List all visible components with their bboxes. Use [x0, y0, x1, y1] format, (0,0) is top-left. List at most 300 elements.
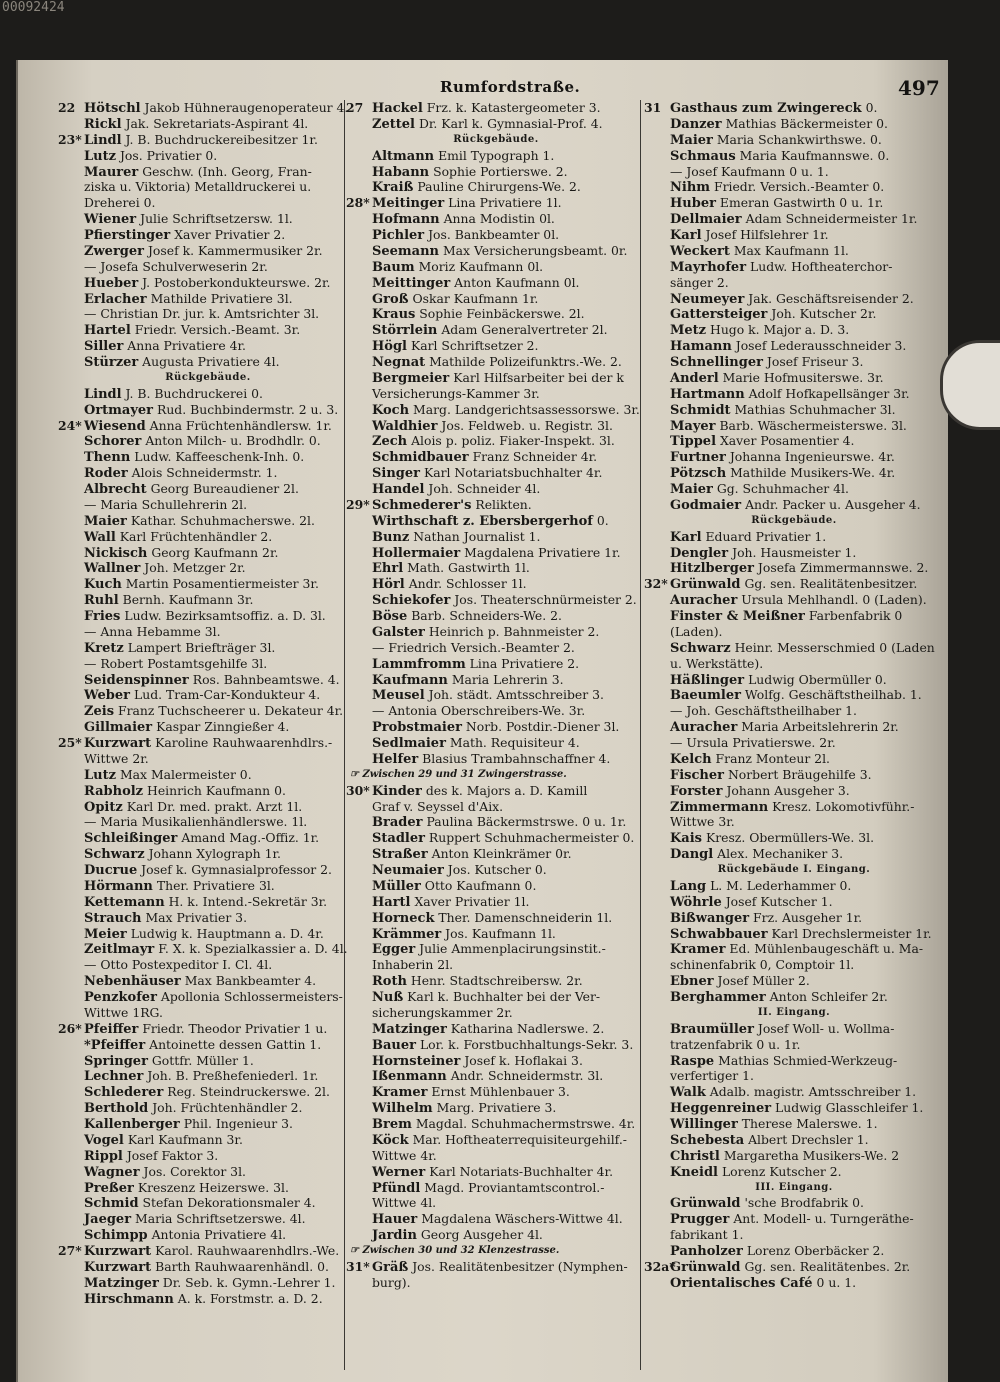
resident-details: Heinrich Kaufmann 0. [147, 782, 286, 798]
resident-details: Paulina Bäckermstrswe. 0 u. 1r. [426, 814, 627, 830]
resident-details: Lor. k. Forstbuchhaltungs-Sekr. 3. [419, 1036, 634, 1052]
resident-details: Jos. Kutscher 0. [447, 862, 547, 877]
directory-entry [58, 243, 358, 259]
section-heading: Rückgebäude. [751, 514, 837, 526]
directory-entry [58, 830, 358, 846]
resident-name: Gillmaier [84, 720, 153, 735]
resident-name: Grünwald [670, 577, 741, 593]
resident-name: Stürzer [84, 355, 139, 370]
resident-name: Kneidl [670, 1164, 718, 1180]
entry-continuation: fabrikant 1. [670, 1227, 744, 1243]
resident-name: Preßer [84, 1180, 134, 1196]
house-number: 32* [644, 576, 668, 592]
resident-name: Nebenhäuser [84, 974, 181, 989]
resident-details: Franz Schneider 4r. [472, 449, 598, 465]
directory-entry [58, 1164, 358, 1180]
resident-details: Max Malermeister 0. [119, 766, 252, 782]
resident-details: Johanna Ingenieurswe. 4r. [729, 449, 895, 465]
resident-details: Mathias Schuhmacher 3l. [734, 401, 896, 417]
resident-details: Gg. sen. Realitätenbesitzer. [744, 576, 918, 592]
resident-name: Lammfromm [372, 656, 466, 672]
resident-name: Pfündl [372, 1180, 421, 1196]
resident-name: Ducrue [84, 863, 138, 878]
resident-name: Grünwald [670, 1196, 741, 1212]
directory-entry [346, 926, 646, 942]
resident-details: Karl k. Buchhalter bei der Ver- [407, 989, 601, 1004]
directory-entry [58, 846, 358, 862]
entry-continuation: Wittwe 3r. [670, 814, 735, 830]
resident-name: Anderl [670, 370, 719, 386]
directory-entry [58, 910, 358, 926]
house-number: 27 [346, 100, 364, 115]
directory-entry [644, 354, 944, 370]
resident-details: Mathilde Polizeifunktrs.-We. 2. [429, 354, 622, 369]
resident-details: Wolfg. Geschäftstheilhab. 1. [744, 687, 922, 703]
resident-details: Jos. Kaufmann 1l. [445, 925, 556, 941]
resident-details: Lorenz Oberbäcker 2. [746, 1243, 885, 1258]
directory-entry [644, 291, 944, 307]
directory-entry [58, 560, 358, 576]
resident-details: Henr. Stadtschreibersw. 2r. [410, 973, 583, 989]
directory-entry [644, 672, 944, 688]
directory-entry [58, 402, 358, 418]
resident-name: Altmann [372, 148, 435, 164]
resident-details: Phil. Ingenieur 3. [183, 1116, 293, 1131]
directory-entry [58, 433, 358, 449]
resident-name: Roth [372, 974, 407, 989]
directory-entry [346, 259, 646, 275]
entry-continuation: sicherungskammer 2r. [372, 1004, 513, 1020]
resident-details: Adam Generalvertreter 2l. [441, 322, 608, 338]
resident-name: Maurer [84, 164, 139, 180]
entry-sub-resident: — Friedrich Versich.-Beamter 2. [372, 639, 575, 655]
directory-entry [644, 306, 944, 322]
resident-name: Gattersteiger [670, 307, 768, 323]
directory-entry [58, 1227, 358, 1243]
resident-details: Sophie Feinbäckerswe. 2l. [419, 306, 585, 322]
resident-details: Xaver Privatier 1l. [414, 893, 530, 909]
resident-details: Gottfr. Müller 1. [151, 1052, 254, 1068]
entry-sub-resident: — Josefa Schulverweserin 2r. [84, 258, 268, 274]
resident-details: Margaretha Musikers-We. 2 [723, 1147, 900, 1163]
resident-name: Hartl [372, 894, 411, 910]
resident-details: Jos. Theaterschnürmeister 2. [454, 592, 637, 608]
resident-name: Hitzlberger [670, 561, 754, 577]
resident-name: Furtner [670, 450, 726, 466]
directory-entry [346, 973, 646, 989]
entry-sub-resident: — Maria Schullehrerin 2l. [84, 496, 248, 512]
directory-entry [346, 1116, 646, 1132]
resident-name: Hauer [372, 1212, 418, 1228]
resident-name: Maier [84, 513, 127, 529]
directory-entry [644, 1100, 944, 1116]
resident-name: Hamann [670, 339, 732, 354]
directory-entry [346, 481, 646, 497]
resident-details: Georg Kaufmann 2r. [151, 544, 279, 560]
resident-details: Moriz Kaufmann 0l. [418, 258, 544, 274]
directory-entry [644, 941, 944, 957]
resident-name: Schimpp [84, 1228, 148, 1243]
directory-entry [346, 1053, 646, 1069]
directory-entry [346, 370, 646, 386]
resident-details: Joh. Metzger 2r. [144, 560, 246, 576]
resident-name: Pichler [372, 228, 425, 243]
directory-entry [346, 1100, 646, 1116]
directory-entry [644, 989, 944, 1005]
resident-name: Lechner [84, 1069, 144, 1085]
resident-details: A. k. Forstmstr. a. D. 2. [177, 1290, 323, 1306]
resident-name: Zettel [372, 116, 415, 132]
resident-details: Kathar. Schuhmacherswe. 2l. [130, 512, 315, 528]
resident-name: Rickl [84, 116, 122, 132]
directory-entry [58, 608, 358, 624]
resident-details: Karl Notariatsbuchhalter 4r. [423, 465, 603, 481]
directory-entry [644, 751, 944, 767]
resident-name: Ruhl [84, 593, 119, 608]
resident-name: Egger [372, 942, 416, 958]
directory-entry [346, 306, 646, 322]
resident-name: Walk [670, 1085, 706, 1101]
house-number: 27* [58, 1243, 82, 1258]
entry-sub-resident: — Anna Hebamme 3l. [84, 623, 221, 639]
resident-details: Ludwig Glasschleifer 1. [775, 1100, 924, 1116]
directory-entry [58, 1037, 358, 1053]
resident-name: Rippl [84, 1148, 123, 1164]
section-heading: II. Eingang. [757, 1006, 831, 1018]
directory-entry [644, 799, 944, 815]
directory-entry [346, 672, 646, 688]
directory-entry [58, 941, 358, 957]
resident-name: Matzinger [84, 1275, 159, 1291]
cross-reference-note: ☞ Zwischen 30 und 32 Klenzestrasse. [350, 1245, 560, 1256]
directory-entry [58, 1084, 358, 1100]
directory-entry [58, 529, 358, 545]
resident-details: Georg Bureaudiener 2l. [150, 481, 299, 496]
resident-name: Straßer [372, 847, 428, 862]
resident-details: Max Privatier 3. [145, 909, 248, 925]
directory-entry [58, 1100, 358, 1116]
directory-entry [346, 497, 646, 513]
directory-entry [58, 1211, 358, 1227]
resident-name: Brader [372, 815, 423, 831]
entry-sub-resident: — Maria Musikalienhändlerswe. 1l. [84, 814, 308, 830]
directory-entry [346, 100, 646, 116]
resident-name: Koch [372, 402, 410, 418]
resident-details: Norb. Postdir.-Diener 3l. [465, 719, 620, 735]
directory-entry [58, 640, 358, 656]
resident-name: Panholzer [670, 1244, 743, 1259]
entry-continuation: Wittwe 2r. [84, 750, 149, 766]
resident-details: Maria Kaufmannswe. 0. [739, 147, 890, 163]
directory-entry [346, 1021, 646, 1037]
entry-sub-resident: — Antonia Oberschreibers-We. 3r. [372, 703, 586, 719]
resident-details: Marie Hofmusiterswe. 3r. [722, 369, 884, 385]
directory-entry [346, 148, 646, 164]
resident-name: Kinder [372, 783, 422, 799]
entry-sub-resident: — Christian Dr. jur. k. Amtsrichter 3l. [84, 306, 320, 322]
section-heading: III. Eingang. [755, 1181, 833, 1193]
resident-details: Ludwig k. Hauptmann a. D. 4r. [130, 925, 324, 941]
directory-entry [346, 418, 646, 434]
directory-entry [644, 370, 944, 386]
directory-entry [644, 481, 944, 497]
directory-entry [346, 465, 646, 481]
resident-name: Dengler [670, 545, 729, 561]
resident-details: Adam Schneidermeister 1r. [745, 211, 918, 227]
directory-entry [644, 449, 944, 465]
resident-name: Springer [84, 1053, 148, 1069]
resident-name: Ebner [670, 974, 714, 989]
resident-details: Franz Tuchscheerer u. Dekateur 4r. [117, 703, 344, 719]
directory-entry [644, 243, 944, 259]
resident-name: Vogel [84, 1132, 124, 1148]
resident-details: Joh. Früchtenhändler 2. [152, 1100, 303, 1116]
resident-details: Joh. Schneider 4l. [428, 481, 541, 496]
resident-name: Negnat [372, 355, 426, 370]
directory-entry [644, 973, 944, 989]
directory-entry [346, 179, 646, 195]
entry-continuation: u. Werkstätte). [670, 655, 764, 671]
resident-name: Christl [670, 1148, 720, 1164]
resident-details: Eduard Privatier 1. [705, 528, 827, 544]
resident-details: 0 u. 1. [816, 1274, 857, 1290]
page-number: 497 [898, 76, 940, 100]
directory-entry [346, 751, 646, 767]
resident-name: Kretz [84, 640, 124, 656]
resident-details: 0. [596, 512, 609, 528]
resident-name: Meusel [372, 688, 425, 704]
directory-entry [58, 973, 358, 989]
resident-name: Hötschl [84, 101, 141, 116]
resident-name: Grünwald [670, 1259, 741, 1275]
resident-details: Josef Woll- u. Wollma- [757, 1020, 895, 1036]
resident-details: Marg. Privatiere 3. [436, 1100, 557, 1116]
resident-name: Schmidt [670, 402, 731, 418]
resident-name: Hackel [372, 101, 423, 116]
resident-name: Zwerger [84, 243, 145, 259]
resident-details: Jos. Privatier 0. [119, 147, 218, 163]
resident-details: Josef Lederausschneider 3. [735, 338, 907, 354]
directory-entry [58, 894, 358, 910]
directory-entry [346, 116, 646, 132]
resident-name: Kurzwart [84, 1259, 152, 1275]
resident-name: Pötzsch [670, 466, 727, 481]
resident-name: Schnellinger [670, 355, 763, 370]
entry-continuation: Wittwe 4l. [372, 1195, 437, 1211]
directory-entry [644, 529, 944, 545]
resident-name: Seemann [372, 243, 440, 259]
resident-name: Baeumler [670, 688, 741, 704]
directory-entry [58, 1148, 358, 1164]
resident-details: Anton Kleinkrämer 0r. [431, 846, 572, 862]
directory-entry [346, 227, 646, 243]
resident-details: Mathilde Privatiere 3l. [150, 290, 293, 306]
resident-details: Gg. Schuhmacher 4l. [716, 481, 849, 496]
resident-details: Kresz. Lokomotivführ.- [772, 798, 915, 814]
resident-details: Math. Requisiteur 4. [449, 735, 580, 750]
resident-details: Andr. Schneidermstr. 3l. [450, 1068, 604, 1084]
resident-details: Frz. k. Katastergeometer 3. [426, 100, 601, 115]
resident-name: Wallner [84, 561, 141, 577]
house-number: 24* [58, 417, 82, 433]
resident-name: Groß [372, 291, 409, 307]
resident-name: *Pfeiffer [84, 1037, 146, 1053]
directory-entry [58, 687, 358, 703]
directory-entry [346, 576, 646, 592]
directory-entry [644, 116, 944, 132]
resident-details: Magdalena Wäschers-Wittwe 4l. [421, 1211, 623, 1227]
resident-details: Adolf Hofkapellsänger 3r. [748, 385, 910, 401]
resident-details: Hugo k. Major a. D. 3. [710, 322, 850, 338]
directory-entry [644, 132, 944, 148]
resident-details: Heinrich p. Bahnmeister 2. [428, 623, 600, 639]
resident-name: Zimmermann [670, 799, 769, 815]
entry-continuation: schinenfabrik 0, Comptoir 1l. [670, 957, 855, 973]
resident-details: Mathilde Musikers-We. 4r. [730, 465, 896, 481]
resident-name: Rabholz [84, 783, 144, 799]
resident-name: Jaeger [84, 1212, 132, 1228]
resident-details: Karl Dr. med. prakt. Arzt 1l. [126, 798, 303, 814]
resident-details: F. X. k. Spezialkassier a. D. 4l. [158, 941, 348, 957]
resident-details: J. B. Buchdruckereibesitzer 1r. [125, 131, 318, 147]
resident-details: Jak. Sekretariats-Aspirant 4l. [125, 115, 309, 131]
resident-name: Seidenspinner [84, 672, 189, 688]
resident-name: Tippel [670, 434, 717, 450]
resident-name: Stadler [372, 831, 425, 847]
resident-details: Geschw. (Inh. Georg, Fran- [142, 163, 312, 179]
resident-details: Josef Kutscher 1. [725, 893, 833, 909]
resident-details: Pauline Chirurgens-We. 2. [417, 179, 581, 195]
resident-name: Nihm [670, 180, 711, 196]
entry-continuation: Versicherungs-Kammer 3r. [372, 385, 540, 401]
resident-details: Lorenz Kutscher 2. [721, 1163, 842, 1179]
resident-name: Häßlinger [670, 672, 745, 688]
resident-details: Ther. Damenschneiderin 1l. [438, 909, 613, 925]
directory-entry [644, 402, 944, 418]
resident-name: Danzer [670, 116, 722, 132]
directory-entry [58, 783, 358, 799]
directory-entry [58, 1275, 358, 1291]
resident-name: Kallenberger [84, 1117, 180, 1132]
resident-name: Pfeiffer [84, 1021, 139, 1037]
resident-name: Neumeyer [670, 291, 745, 307]
resident-details: Heinr. Messerschmied 0 (Laden [734, 639, 935, 655]
resident-name: Nickisch [84, 545, 148, 561]
resident-name: Fries [84, 609, 121, 624]
directory-entry [644, 1275, 944, 1291]
entry-continuation: Graf v. Seyssel d'Aix. [372, 798, 504, 814]
resident-details: Johann Ausgeher 3. [726, 782, 850, 798]
directory-entry [346, 1180, 646, 1196]
resident-details: Friedr. Versich.-Beamt. 3r. [134, 322, 301, 338]
resident-name: Handel [372, 482, 425, 497]
directory-entry [346, 687, 646, 703]
directory-entry [346, 719, 646, 735]
directory-entry [58, 227, 358, 243]
resident-name: Köck [372, 1132, 409, 1148]
entry-continuation: Dreherei 0. [84, 195, 156, 211]
resident-name: Wall [84, 529, 116, 545]
resident-details: Joh. städt. Amtsschreiber 3. [428, 687, 604, 703]
resident-details: Amand Mag.-Offiz. 1r. [181, 830, 320, 846]
resident-details: Magdal. Schuhmachermstrswe. 4r. [415, 1116, 636, 1131]
resident-details: Kreszenz Heizerswe. 3l. [137, 1179, 289, 1195]
resident-details: Antonia Privatiere 4l. [151, 1227, 287, 1243]
resident-details: Alois p. poliz. Fiaker-Inspekt. 3l. [411, 433, 615, 449]
directory-entry [644, 1164, 944, 1180]
directory-entry [58, 878, 358, 894]
resident-details: Lina Privatiere 1l. [448, 195, 562, 211]
resident-name: Kurzwart [84, 736, 152, 751]
resident-details: Sophie Portierswe. 2. [433, 163, 568, 179]
resident-details: Magdalena Privatiere 1r. [464, 544, 621, 560]
directory-entry [346, 878, 646, 894]
resident-name: Meitinger [372, 196, 445, 212]
scan-id: 00092424 [2, 0, 65, 15]
resident-name: Gasthaus zum Zwingereck [670, 101, 862, 116]
resident-details: Maria Arbeitslehrerin 2r. [741, 719, 899, 735]
resident-details: Maria Lehrerin 3. [451, 671, 564, 687]
resident-details: Ruppert Schuhmachermeister 0. [428, 830, 635, 846]
resident-details: Max Versicherungsbeamt. 0r. [442, 242, 628, 258]
resident-details: Xaver Privatier 2. [174, 227, 286, 242]
directory-entry [58, 322, 358, 338]
resident-name: Waldhier [372, 418, 438, 434]
directory-entry [644, 1211, 944, 1227]
directory-entry [644, 1148, 944, 1164]
directory-entry [346, 545, 646, 561]
resident-name: Neumaier [372, 863, 444, 878]
directory-entry [644, 1053, 944, 1069]
directory-entry [644, 783, 944, 799]
directory-entry [644, 259, 944, 275]
entry-sub-resident: — Robert Postamtsgehilfe 3l. [84, 655, 268, 671]
directory-entry [644, 386, 944, 402]
entry-continuation: tratzenfabrik 0 u. 1r. [670, 1036, 801, 1052]
entry-continuation: Wittwe 1RG. [84, 1004, 163, 1020]
resident-details: Mathias Bäckermeister 0. [725, 115, 888, 131]
resident-details: Josef k. Hoflakai 3. [464, 1052, 583, 1068]
resident-details: Therese Malerswe. 1. [741, 1116, 878, 1131]
resident-name: Gräß [372, 1259, 409, 1275]
directory-entry [58, 1068, 358, 1084]
resident-name: Kuch [84, 577, 122, 593]
resident-name: Zeis [84, 704, 115, 720]
directory-entry [346, 1084, 646, 1100]
resident-details: Anna Privatiere 4r. [127, 338, 246, 354]
directory-entry [346, 656, 646, 672]
resident-name: Metz [670, 323, 707, 339]
directory-entry [644, 1132, 944, 1148]
resident-name: Hollermaier [372, 545, 461, 561]
resident-name: Bunz [372, 529, 410, 545]
resident-name: Wiener [84, 212, 137, 227]
directory-entry [644, 846, 944, 862]
resident-name: Krämmer [372, 926, 442, 942]
resident-name: Fischer [670, 767, 724, 783]
house-number: 23* [58, 131, 82, 147]
resident-details: Anton Kaufmann 0l. [454, 274, 580, 290]
directory-entry [58, 338, 358, 354]
resident-name: Berthold [84, 1101, 149, 1116]
resident-details: Barth Rauhwaarenhändl. 0. [155, 1258, 329, 1274]
resident-details: Julie Schriftsetzersw. 1l. [140, 211, 293, 227]
house-number: 28* [346, 195, 370, 211]
directory-entry [58, 275, 358, 291]
directory-entry [644, 878, 944, 894]
house-number: 31* [346, 1258, 370, 1274]
directory-entry [644, 227, 944, 243]
